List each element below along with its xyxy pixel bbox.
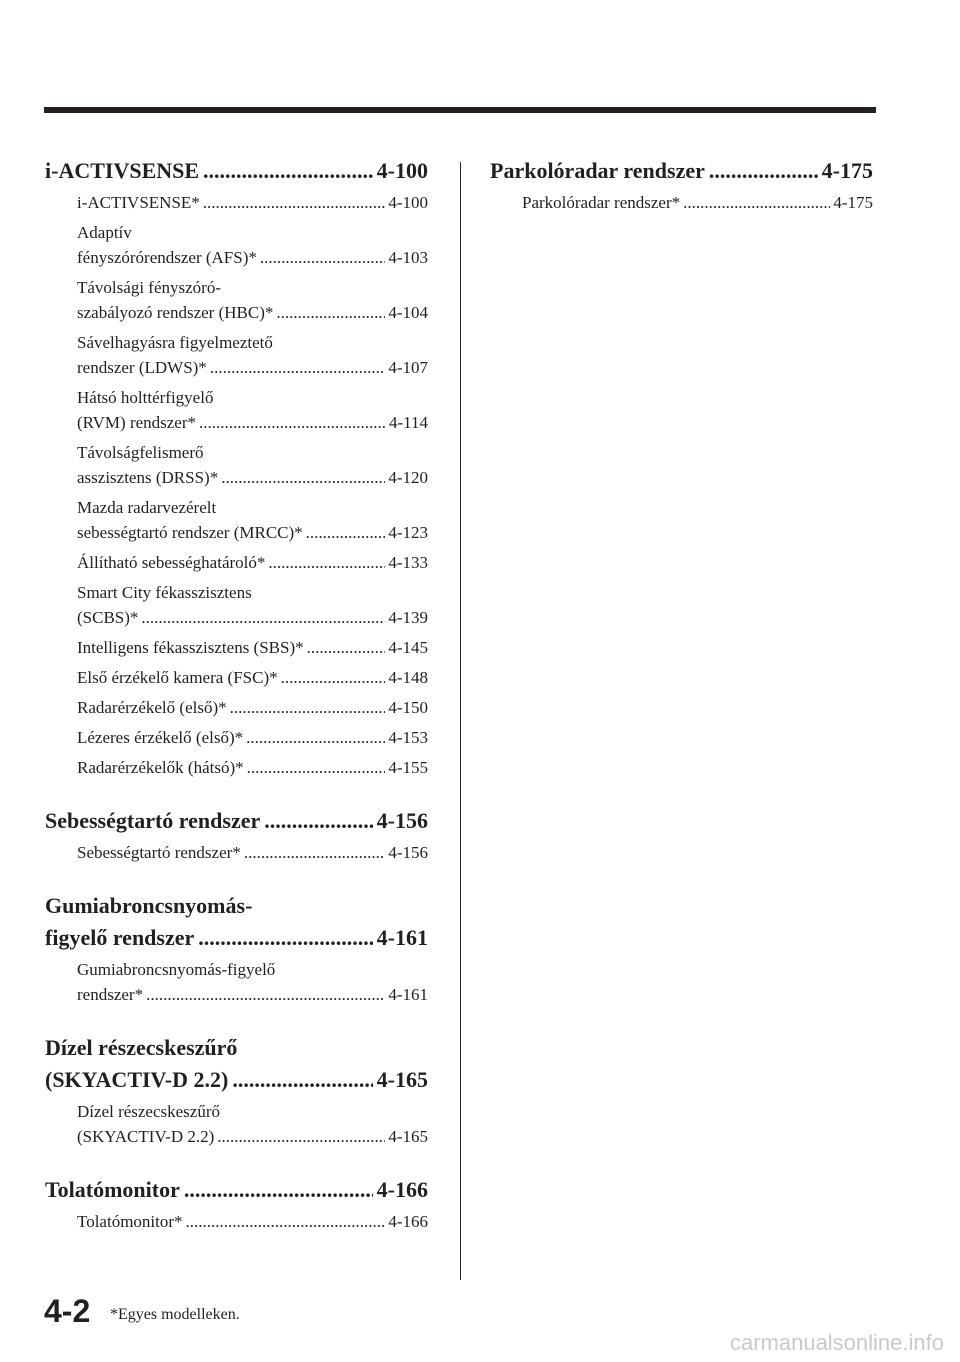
- section-page-number: 4-175: [821, 158, 873, 183]
- toc-entries: [45, 1209, 428, 1234]
- toc-entries: [45, 957, 428, 1007]
- toc-entry-row: [77, 755, 428, 780]
- leader-dots: [247, 755, 386, 780]
- leader-dots: [683, 190, 830, 215]
- leader-dots: [141, 605, 385, 630]
- toc-entry[interactable]: [77, 440, 428, 490]
- column-divider: [460, 162, 461, 1280]
- toc-entry-line: Sávelhagyásra figyelmeztető: [77, 333, 273, 352]
- toc-entries: [45, 190, 428, 780]
- toc-entry[interactable]: [77, 1209, 428, 1234]
- toc-entry-text: Sebességtartó rendszer*: [77, 843, 241, 862]
- toc-entry-row: [77, 300, 428, 325]
- leader-dots: [203, 156, 373, 186]
- toc-entry-page: 4-139: [388, 608, 428, 627]
- toc-entry-text: rendszer*: [77, 985, 144, 1004]
- leader-dots: [221, 465, 385, 490]
- toc-entry[interactable]: [77, 725, 428, 750]
- toc-entry-text: (SCBS)*: [77, 608, 139, 627]
- toc-entry-row: [77, 355, 428, 380]
- toc-entry-page: 4-120: [388, 468, 428, 487]
- toc-entries: [490, 190, 873, 215]
- toc-entry-line: Gumiabroncsnyomás-figyelő: [77, 960, 276, 979]
- toc-entries: [45, 840, 428, 865]
- section-title[interactable]: [490, 156, 873, 186]
- leader-dots: [199, 410, 386, 435]
- toc-entry-row: [77, 725, 428, 750]
- toc-entry-page: 4-100: [388, 193, 428, 212]
- section-page-number: 4-165: [376, 1067, 428, 1092]
- toc-entry[interactable]: [522, 190, 873, 215]
- toc-entry-row: [77, 550, 428, 575]
- leader-dots: [281, 665, 386, 690]
- toc-entry[interactable]: [77, 1099, 428, 1149]
- leader-dots: [146, 982, 385, 1007]
- toc-entry-text: fényszórórendszer (AFS)*: [77, 248, 257, 267]
- toc-entry-text: asszisztens (DRSS)*: [77, 468, 219, 487]
- toc-entry-row: [77, 190, 428, 215]
- toc-entry-text: (SKYACTIV-D 2.2): [77, 1127, 215, 1146]
- toc-entry[interactable]: [77, 957, 428, 1007]
- leader-dots: [244, 840, 386, 865]
- leader-dots: [307, 635, 386, 660]
- toc-entry-page: 4-153: [388, 728, 428, 747]
- toc-entry-row: [77, 465, 428, 490]
- toc-right-column: [490, 156, 873, 241]
- toc-entry-page: 4-114: [388, 413, 428, 432]
- toc-entry-page: 4-123: [388, 523, 428, 542]
- toc-entry-page: 4-161: [388, 985, 428, 1004]
- section-title-line: Dízel részecskeszűrő: [45, 1035, 238, 1060]
- leader-dots: [230, 695, 386, 720]
- section-title-text: i-ACTIVSENSE: [45, 158, 200, 183]
- toc-entry-text: rendszer (LDWS)*: [77, 358, 207, 377]
- leader-dots: [268, 550, 385, 575]
- toc-entry-line: Mazda radarvezérelt: [77, 498, 217, 517]
- toc-entry[interactable]: [77, 840, 428, 865]
- toc-entry-page: 4-145: [388, 638, 428, 657]
- toc-section: [490, 156, 873, 215]
- toc-entry-row: [77, 840, 428, 865]
- toc-entry-text: i-ACTIVSENSE*: [77, 193, 200, 212]
- toc-entry-line: Dízel részecskeszűrő: [77, 1102, 221, 1121]
- toc-entry[interactable]: [77, 550, 428, 575]
- watermark: carmanualsonline.info: [729, 1330, 944, 1355]
- toc-entry-page: 4-104: [388, 303, 428, 322]
- toc-entry-text: Tolatómonitor*: [77, 1212, 183, 1231]
- section-title[interactable]: [45, 923, 428, 953]
- section-title-text: figyelő rendszer: [45, 925, 195, 950]
- toc-section: [45, 891, 428, 1007]
- toc-entry[interactable]: [77, 495, 428, 545]
- toc-entry-line: Smart City fékasszisztens: [77, 583, 252, 602]
- top-rule: [44, 107, 876, 113]
- toc-entry-line: Távolságfelismerő: [77, 443, 204, 462]
- toc-entry-text: Első érzékelő kamera (FSC)*: [77, 668, 278, 687]
- section-page-number: 4-166: [376, 1177, 428, 1202]
- toc-entry-page: 4-156: [388, 843, 428, 862]
- toc-entry-row: [77, 695, 428, 720]
- section-page-number: 4-161: [376, 925, 428, 950]
- section-title[interactable]: [45, 156, 428, 186]
- leader-dots: [232, 1065, 372, 1095]
- toc-section: [45, 806, 428, 865]
- toc-entry-row: [77, 1124, 428, 1149]
- toc-entry-text: szabályozó rendszer (HBC)*: [77, 303, 274, 322]
- toc-entry[interactable]: [77, 220, 428, 270]
- section-title[interactable]: [45, 1175, 428, 1205]
- footnote: *Egyes modelleken.: [110, 1306, 240, 1323]
- leader-dots: [709, 156, 818, 186]
- toc-entry[interactable]: [77, 665, 428, 690]
- leader-dots: [276, 300, 385, 325]
- toc-entry-row: [77, 245, 428, 270]
- toc-entry-text: Intelligens fékasszisztens (SBS)*: [77, 638, 304, 657]
- toc-entry-row: [77, 410, 428, 435]
- section-title-line: Gumiabroncsnyomás-: [45, 893, 253, 918]
- toc-left-column: [45, 156, 428, 1260]
- toc-entry-page: 4-166: [388, 1212, 428, 1231]
- toc-entry[interactable]: [77, 580, 428, 630]
- toc-entry-text: Radarérzékelő (első)*: [77, 698, 227, 717]
- toc-entry-page: 4-148: [388, 668, 428, 687]
- toc-entry-row: [77, 635, 428, 660]
- toc-entry[interactable]: [77, 635, 428, 660]
- toc-entry-text: Parkolóradar rendszer*: [522, 193, 681, 212]
- section-title-text: (SKYACTIV-D 2.2): [45, 1067, 229, 1092]
- toc-entry-page: 4-175: [833, 193, 873, 212]
- toc-entry-line: Adaptív: [77, 223, 132, 242]
- toc-entry-page: 4-133: [388, 553, 428, 572]
- toc-entry-row: [77, 1209, 428, 1234]
- toc-entries: [45, 1099, 428, 1149]
- leader-dots: [203, 190, 386, 215]
- toc-entry-row: [77, 982, 428, 1007]
- toc-entry[interactable]: [77, 755, 428, 780]
- toc-section: [45, 156, 428, 780]
- toc-entry-text: sebességtartó rendszer (MRCC)*: [77, 523, 303, 542]
- toc-entry-text: (RVM) rendszer*: [77, 413, 197, 432]
- section-title[interactable]: [45, 1065, 428, 1095]
- leader-dots: [306, 520, 386, 545]
- toc-entry-row: [77, 520, 428, 545]
- toc-entry-page: 4-155: [388, 758, 428, 777]
- toc-section: [45, 1033, 428, 1149]
- toc-entry[interactable]: [77, 190, 428, 215]
- toc-entry-page: 4-165: [388, 1127, 428, 1146]
- leader-dots: [210, 355, 386, 380]
- toc-entry[interactable]: [77, 695, 428, 720]
- toc-entry-row: [77, 605, 428, 630]
- leader-dots: [246, 725, 385, 750]
- toc-entry-text: Radarérzékelők (hátsó)*: [77, 758, 244, 777]
- toc-entry-page: 4-150: [388, 698, 428, 717]
- toc-entry-row: [522, 190, 873, 215]
- leader-dots: [198, 923, 372, 953]
- toc-entry[interactable]: [77, 275, 428, 325]
- toc-entry-line: Hátsó holttérfigyelő: [77, 388, 214, 407]
- toc-entry-row: [77, 665, 428, 690]
- toc-entry[interactable]: [77, 385, 428, 435]
- leader-dots: [260, 245, 385, 270]
- toc-entry[interactable]: [77, 330, 428, 380]
- toc-section: [45, 1175, 428, 1234]
- section-title[interactable]: [45, 806, 428, 836]
- toc-entry-page: 4-103: [388, 248, 428, 267]
- toc-entry-line: Távolsági fényszóró-: [77, 278, 221, 297]
- leader-dots: [217, 1124, 385, 1149]
- toc-entry-page: 4-107: [388, 358, 428, 377]
- leader-dots: [184, 1175, 373, 1205]
- section-page-number: 4-156: [376, 808, 428, 833]
- section-title-text: Sebességtartó rendszer: [45, 808, 261, 833]
- section-title-text: Parkolóradar rendszer: [490, 158, 705, 183]
- leader-dots: [186, 1209, 386, 1234]
- toc-entry-text: Állítható sebességhatároló*: [77, 553, 266, 572]
- page-number: 4-2: [44, 1293, 91, 1329]
- toc-entry-text: Lézeres érzékelő (első)*: [77, 728, 244, 747]
- section-title-text: Tolatómonitor: [45, 1177, 180, 1202]
- section-page-number: 4-100: [376, 158, 428, 183]
- leader-dots: [264, 806, 372, 836]
